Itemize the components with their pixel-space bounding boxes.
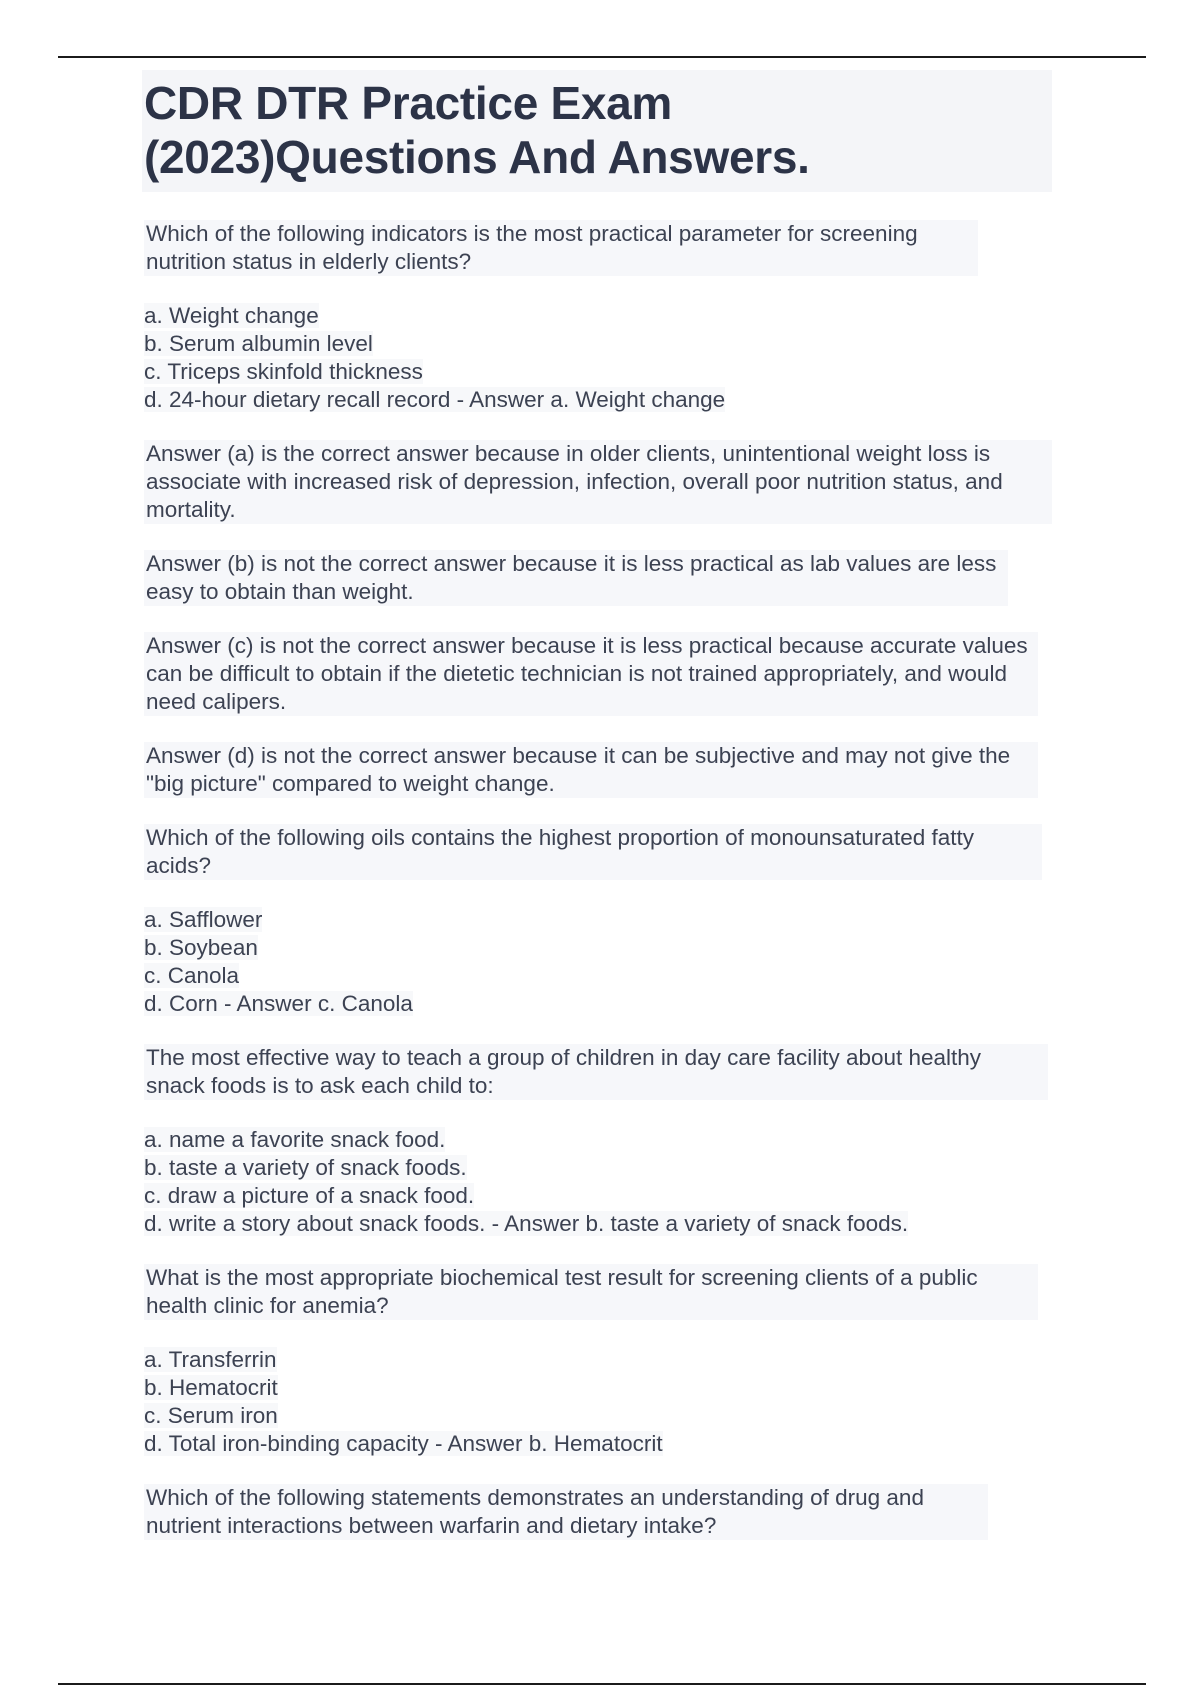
option: a. name a favorite snack food. (144, 1127, 446, 1152)
document-body (144, 70, 1052, 1540)
title-block (142, 70, 1052, 192)
explanation-b: Answer (b) is not the correct answer because it is less practical as lab values are less easy to obtain than weight. (144, 550, 1052, 606)
question-4-options (144, 1346, 1052, 1458)
question-2-text: Which of the following oils contains the highest proportion of monounsaturated fatty acids? (144, 824, 1042, 880)
question-1-text: Which of the following indicators is the most practical parameter for screening nutrition status in elderly clients? (144, 220, 978, 276)
bottom-rule (58, 1683, 1146, 1685)
option-answer: d. write a story about snack foods. - Answer b. taste a variety of snack foods. (144, 1211, 909, 1236)
question-1-options (144, 302, 1052, 414)
option-answer: d. 24-hour dietary recall record - Answer a. Weight change (144, 387, 726, 412)
option: a. Safflower (144, 907, 263, 932)
title-line-2: (2023)Questions And Answers. (144, 131, 810, 183)
option-answer: d. Corn - Answer c. Canola (144, 991, 413, 1016)
option: c. Triceps skinfold thickness (144, 359, 423, 384)
option: a. Weight change (144, 303, 319, 328)
option: b. taste a variety of snack foods. (144, 1155, 467, 1180)
question-2 (144, 824, 1052, 880)
option-answer: d. Total iron-binding capacity - Answer b. Hematocrit (144, 1431, 663, 1456)
explanation-a: Answer (a) is the correct answer because in older clients, unintentional weight loss is associate with increased risk of depression, infection, overall poor nutrition status, and mortality. (144, 440, 1052, 524)
explanation-c: Answer (c) is not the correct answer because it is less practical because accurate values can be difficult to obtain if the dietetic technician is not trained appropriately, and would need calipers. (144, 632, 1052, 716)
explanation-d: Answer (d) is not the correct answer because it can be subjective and may not give the "big picture" compared to weight change. (144, 742, 1052, 798)
option: a. Transferrin (144, 1347, 277, 1372)
option: c. draw a picture of a snack food. (144, 1183, 475, 1208)
question-3-options (144, 1126, 1052, 1238)
option: c. Canola (144, 963, 240, 988)
page-title (144, 76, 1048, 184)
question-4-text: What is the most appropriate biochemical test result for screening clients of a public health clinic for anemia? (144, 1264, 1038, 1320)
question-3 (144, 1044, 1052, 1100)
question-4 (144, 1264, 1052, 1320)
question-1 (144, 220, 1052, 276)
option: b. Hematocrit (144, 1375, 278, 1400)
option: c. Serum iron (144, 1403, 278, 1428)
question-3-text: The most effective way to teach a group of children in day care facility about healthy snack foods is to ask each child to: (144, 1044, 1048, 1100)
question-2-options (144, 906, 1052, 1018)
question-5-text: Which of the following statements demonstrates an understanding of drug and nutrient interactions between warfarin and dietary intake? (144, 1484, 988, 1540)
option: b. Serum albumin level (144, 331, 373, 356)
top-rule (58, 56, 1146, 58)
title-line-1: CDR DTR Practice Exam (144, 77, 673, 129)
question-5 (144, 1484, 1052, 1540)
option: b. Soybean (144, 935, 258, 960)
